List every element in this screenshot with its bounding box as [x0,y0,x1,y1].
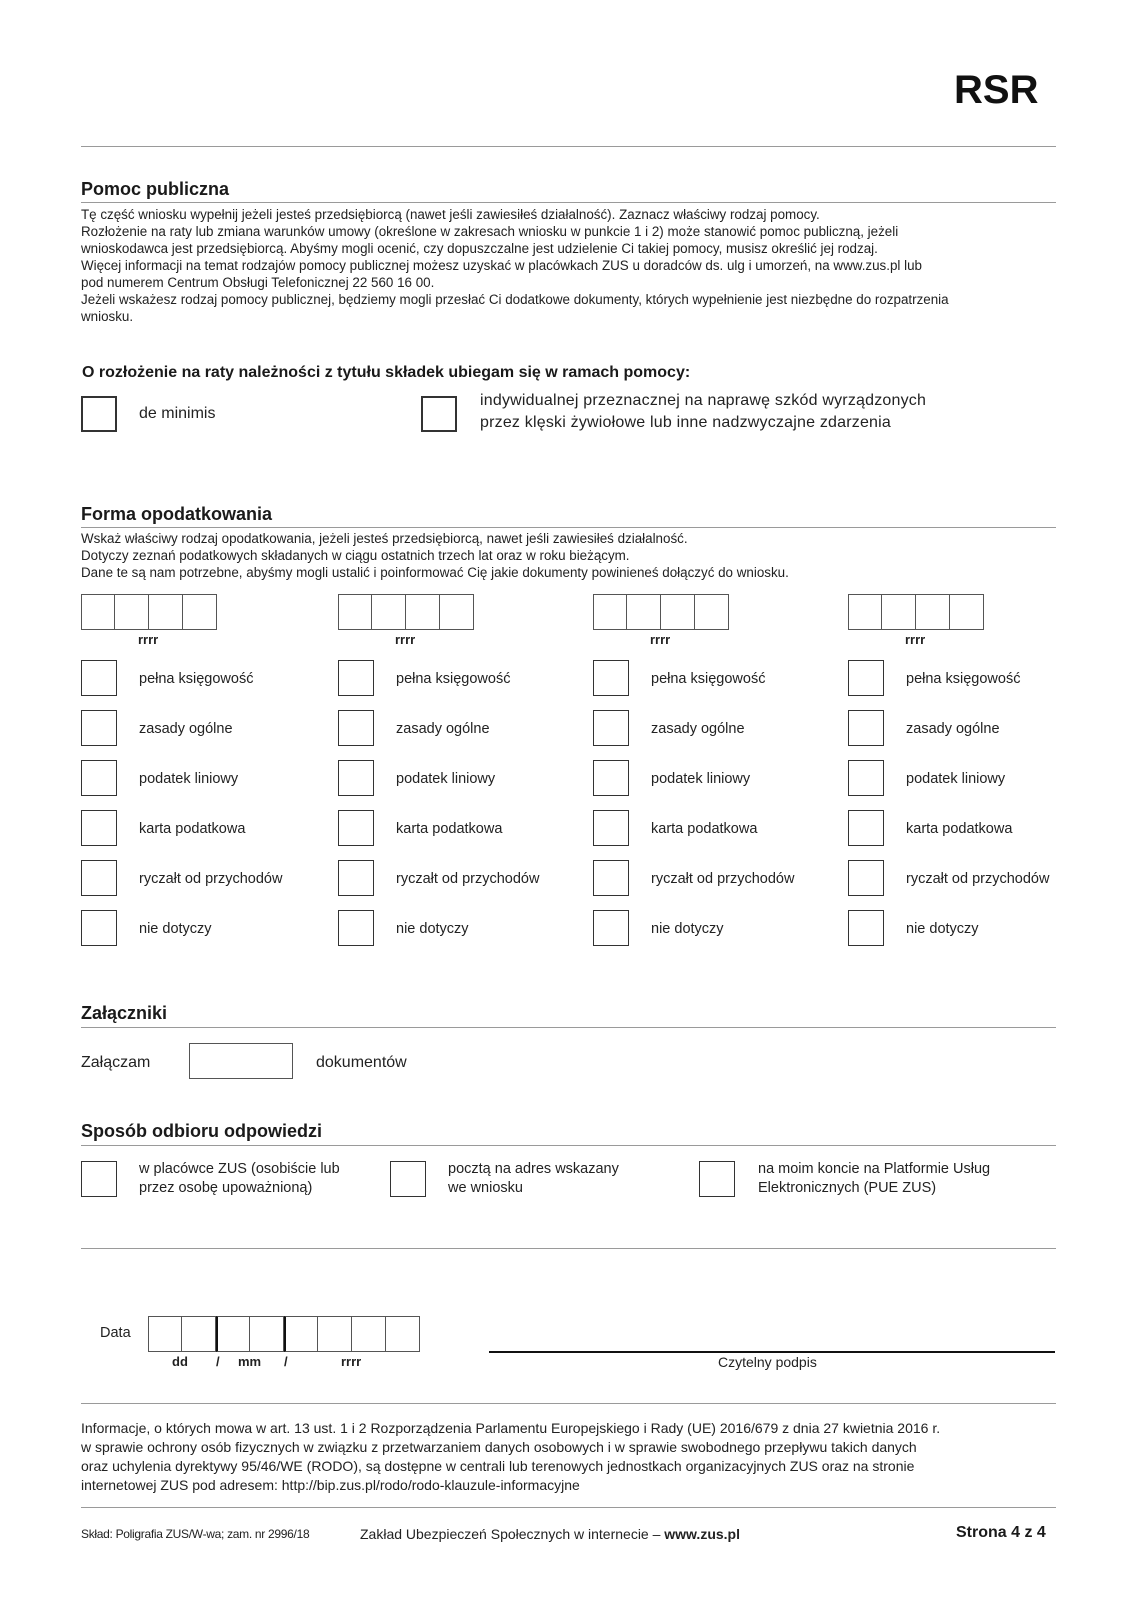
label-podatek-liniowy-1: podatek liniowy [139,771,239,787]
label-ryczalt-1: ryczałt od przychodów [139,871,283,887]
date-format-mm: mm [238,1354,262,1369]
pomoc-line: Rozłożenie na raty lub zmiana warunków umowy (określone w zakresach wniosku w punkcie 1 i 2) może stanowić pomoc publiczną, jeżeli [81,224,899,239]
checkbox-nie-dotyczy-1[interactable] [81,910,117,946]
label-zasady-ogolne-4: zasady ogólne [906,721,1000,737]
date-format-sep2: / [284,1354,288,1369]
checkbox-nie-dotyczy-3[interactable] [593,910,629,946]
checkbox-ryczalt-2[interactable] [338,860,374,896]
year-cell[interactable] [149,594,183,630]
year-field-1[interactable] [81,594,217,630]
year-label-2: rrrr [395,632,416,647]
year-cell[interactable] [882,594,916,630]
label-pelna-ksiegowosc-1: pełna księgowość [139,671,254,687]
rodo-line: w sprawie ochrony osób fizycznych w związku z przetwarzaniem danych osobowych i w sprawie swobodnego przepływu takich danych [81,1439,917,1455]
date-field[interactable] [148,1316,420,1352]
checkbox-pelna-ksiegowosc-4[interactable] [848,660,884,696]
label-odbior-placowka-1: w placówce ZUS (osobiście lub [139,1161,340,1177]
label-podatek-liniowy-3: podatek liniowy [651,771,751,787]
label-zasady-ogolne-3: zasady ogólne [651,721,745,737]
forma-description [81,530,1056,581]
label-karta-podatkowa-1: karta podatkowa [139,821,246,837]
label-dokumentow: dokumentów [316,1054,407,1071]
pomoc-line: wnioskodawca jest przedsiębiorcą. Abyśmy mogli ocenić, czy dopuszczalne jest udzielenie Ci takiej pomocy, musisz określić jej rodzaj. [81,241,878,256]
form-code: RSR [954,68,1039,112]
checkbox-ryczalt-3[interactable] [593,860,629,896]
date-cell-year[interactable] [284,1316,318,1352]
header-divider [81,146,1056,147]
rodo-line: internetowej ZUS pod adresem: http://bip.zus.pl/rodo/rodo-klauzule-informacyjne [81,1477,580,1493]
year-cell[interactable] [81,594,115,630]
year-cell[interactable] [661,594,695,630]
checkbox-pomoc-indywidualna[interactable] [421,396,457,432]
checkbox-zasady-ogolne-4[interactable] [848,710,884,746]
label-pomoc-indywidualna-2: przez klęski żywiołowe lub inne nadzwyczajne zdarzenia [480,414,891,431]
date-cell-day[interactable] [148,1316,182,1352]
year-cell[interactable] [406,594,440,630]
label-podatek-liniowy-4: podatek liniowy [906,771,1006,787]
label-ryczalt-3: ryczałt od przychodów [651,871,795,887]
divider-before-signature [81,1248,1056,1249]
year-cell[interactable] [695,594,729,630]
checkbox-pelna-ksiegowosc-2[interactable] [338,660,374,696]
checkbox-podatek-liniowy-4[interactable] [848,760,884,796]
checkbox-pelna-ksiegowosc-1[interactable] [81,660,117,696]
pomoc-question: O rozłożenie na raty należności z tytułu składek ubiegam się w ramach pomocy: [82,364,691,381]
forma-line: Wskaż właściwy rodzaj opodatkowania, jeżeli jesteś przedsiębiorcą, nawet jeśli zawiesiłeś działalność. [81,531,688,546]
label-data: Data [100,1325,131,1341]
year-cell[interactable] [338,594,372,630]
date-format-rrrr: rrrr [341,1354,362,1369]
footer-url[interactable]: www.zus.pl [664,1526,740,1542]
year-cell[interactable] [183,594,217,630]
year-field-2[interactable] [338,594,474,630]
year-cell[interactable] [372,594,406,630]
checkbox-de-minimis[interactable] [81,396,117,432]
label-pelna-ksiegowosc-3: pełna księgowość [651,671,766,687]
date-cell-year[interactable] [318,1316,352,1352]
label-ryczalt-2: ryczałt od przychodów [396,871,540,887]
checkbox-nie-dotyczy-2[interactable] [338,910,374,946]
checkbox-odbior-pue[interactable] [699,1161,735,1197]
footer-zaklad-text: Zakład Ubezpieczeń Społecznych w internecie – [360,1526,665,1542]
label-de-minimis: de minimis [139,405,216,422]
date-cell-month[interactable] [216,1316,250,1352]
pomoc-line: Jeżeli wskażesz rodzaj pomocy publicznej, będziemy mogli przesłać Ci dodatkowe dokumenty, których wypełnienie jest niezbędne do rozpatrzenia [81,292,949,307]
label-nie-dotyczy-2: nie dotyczy [396,921,469,937]
checkbox-ryczalt-1[interactable] [81,860,117,896]
year-field-3[interactable] [593,594,729,630]
divider-before-rodo [81,1403,1056,1404]
year-cell[interactable] [950,594,984,630]
pomoc-line: pod numerem Centrum Obsługi Telefonicznej 22 560 16 00. [81,275,435,290]
year-field-4[interactable] [848,594,984,630]
checkbox-zasady-ogolne-3[interactable] [593,710,629,746]
page-number: Strona 4 z 4 [956,1524,1046,1541]
section-title-sposob: Sposób odbioru odpowiedzi [81,1121,322,1141]
footer-sklad: Skład: Poligrafia ZUS/W-wa; zam. nr 2996/18 [81,1527,310,1541]
date-format-sep1: / [216,1354,220,1369]
label-pomoc-indywidualna-1: indywidualnej przeznacznej na naprawę szkód wyrządzonych [480,392,927,409]
checkbox-podatek-liniowy-2[interactable] [338,760,374,796]
checkbox-zasady-ogolne-2[interactable] [338,710,374,746]
checkbox-karta-podatkowa-1[interactable] [81,810,117,846]
date-cell-month[interactable] [250,1316,284,1352]
checkbox-karta-podatkowa-2[interactable] [338,810,374,846]
year-cell[interactable] [627,594,661,630]
checkbox-odbior-poczta[interactable] [390,1161,426,1197]
section-rule-sposob [81,1145,1056,1146]
label-nie-dotyczy-3: nie dotyczy [651,921,724,937]
pomoc-line: Tę część wniosku wypełnij jeżeli jesteś przedsiębiorcą (nawet jeśli zawiesiłeś działalność). Zaznacz właściwy rodzaj pomocy. [81,207,820,222]
section-title-forma: Forma opodatkowania [81,504,273,524]
date-format-dd: dd [172,1354,188,1369]
signature-line[interactable] [489,1351,1055,1353]
label-karta-podatkowa-3: karta podatkowa [651,821,758,837]
label-odbior-pue-2: Elektronicznych (PUE ZUS) [758,1180,937,1196]
section-title-pomoc: Pomoc publiczna [81,179,230,199]
label-karta-podatkowa-2: karta podatkowa [396,821,503,837]
year-label-1: rrrr [138,632,159,647]
year-cell[interactable] [916,594,950,630]
section-rule-forma [81,527,1056,528]
date-cell-year[interactable] [386,1316,420,1352]
year-cell[interactable] [848,594,882,630]
rodo-line: oraz uchylenia dyrektywy 95/46/WE (RODO), są dostępne w centrali lub terenowych jednostkach organizacyjnych ZUS oraz na stronie [81,1458,915,1474]
year-cell[interactable] [115,594,149,630]
label-odbior-placowka-2: przez osobę upoważnioną) [139,1180,313,1196]
date-cell-day[interactable] [182,1316,216,1352]
checkbox-karta-podatkowa-3[interactable] [593,810,629,846]
checkbox-ryczalt-4[interactable] [848,860,884,896]
pomoc-description [81,206,1056,325]
checkbox-nie-dotyczy-4[interactable] [848,910,884,946]
year-cell[interactable] [593,594,627,630]
checkbox-odbior-placowka[interactable] [81,1161,117,1197]
year-cell[interactable] [440,594,474,630]
checkbox-pelna-ksiegowosc-3[interactable] [593,660,629,696]
label-zasady-ogolne-1: zasady ogólne [139,721,233,737]
footer-zaklad [360,1526,740,1542]
forma-line: Dotyczy zeznań podatkowych składanych w ciągu ostatnich trzech lat oraz w roku bieżącym. [81,548,630,563]
section-rule-pomoc [81,202,1056,203]
label-odbior-poczta-2: we wniosku [448,1180,523,1196]
date-cell-year[interactable] [352,1316,386,1352]
label-pelna-ksiegowosc-4: pełna księgowość [906,671,1021,687]
divider-before-footer [81,1507,1056,1508]
label-zasady-ogolne-2: zasady ogólne [396,721,490,737]
year-label-3: rrrr [650,632,671,647]
rodo-info [81,1419,1056,1495]
label-nie-dotyczy-4: nie dotyczy [906,921,979,937]
checkbox-podatek-liniowy-1[interactable] [81,760,117,796]
label-pelna-ksiegowosc-2: pełna księgowość [396,671,511,687]
label-czytelny-podpis: Czytelny podpis [718,1354,817,1370]
label-nie-dotyczy-1: nie dotyczy [139,921,212,937]
checkbox-podatek-liniowy-3[interactable] [593,760,629,796]
pomoc-line: wniosku. [81,309,134,324]
year-label-4: rrrr [905,632,926,647]
label-odbior-poczta-1: pocztą na adres wskazany [448,1161,619,1177]
documents-count-input[interactable] [189,1043,293,1079]
label-zalaczam: Załączam [81,1054,151,1071]
checkbox-zasady-ogolne-1[interactable] [81,710,117,746]
label-karta-podatkowa-4: karta podatkowa [906,821,1013,837]
forma-line: Dane te są nam potrzebne, abyśmy mogli ustalić i poinformować Cię jakie dokumenty powinieneś dołączyć do wniosku. [81,565,789,580]
label-ryczalt-4: ryczałt od przychodów [906,871,1050,887]
label-podatek-liniowy-2: podatek liniowy [396,771,496,787]
section-rule-zalaczniki [81,1027,1056,1028]
checkbox-karta-podatkowa-4[interactable] [848,810,884,846]
pomoc-line: Więcej informacji na temat rodzajów pomocy publicznej możesz uzyskać w placówkach ZUS u doradców ds. ulg i umorzeń, na www.zus.pl lub [81,258,922,273]
label-odbior-pue-1: na moim koncie na Platformie Usług [758,1161,991,1177]
section-title-zalaczniki: Załączniki [81,1003,168,1023]
rodo-line: Informacje, o których mowa w art. 13 ust. 1 i 2 Rozporządzenia Parlamentu Europejskiego i Rady (UE) 2016/679 z dnia 27 kwietnia 2016 r. [81,1420,941,1436]
